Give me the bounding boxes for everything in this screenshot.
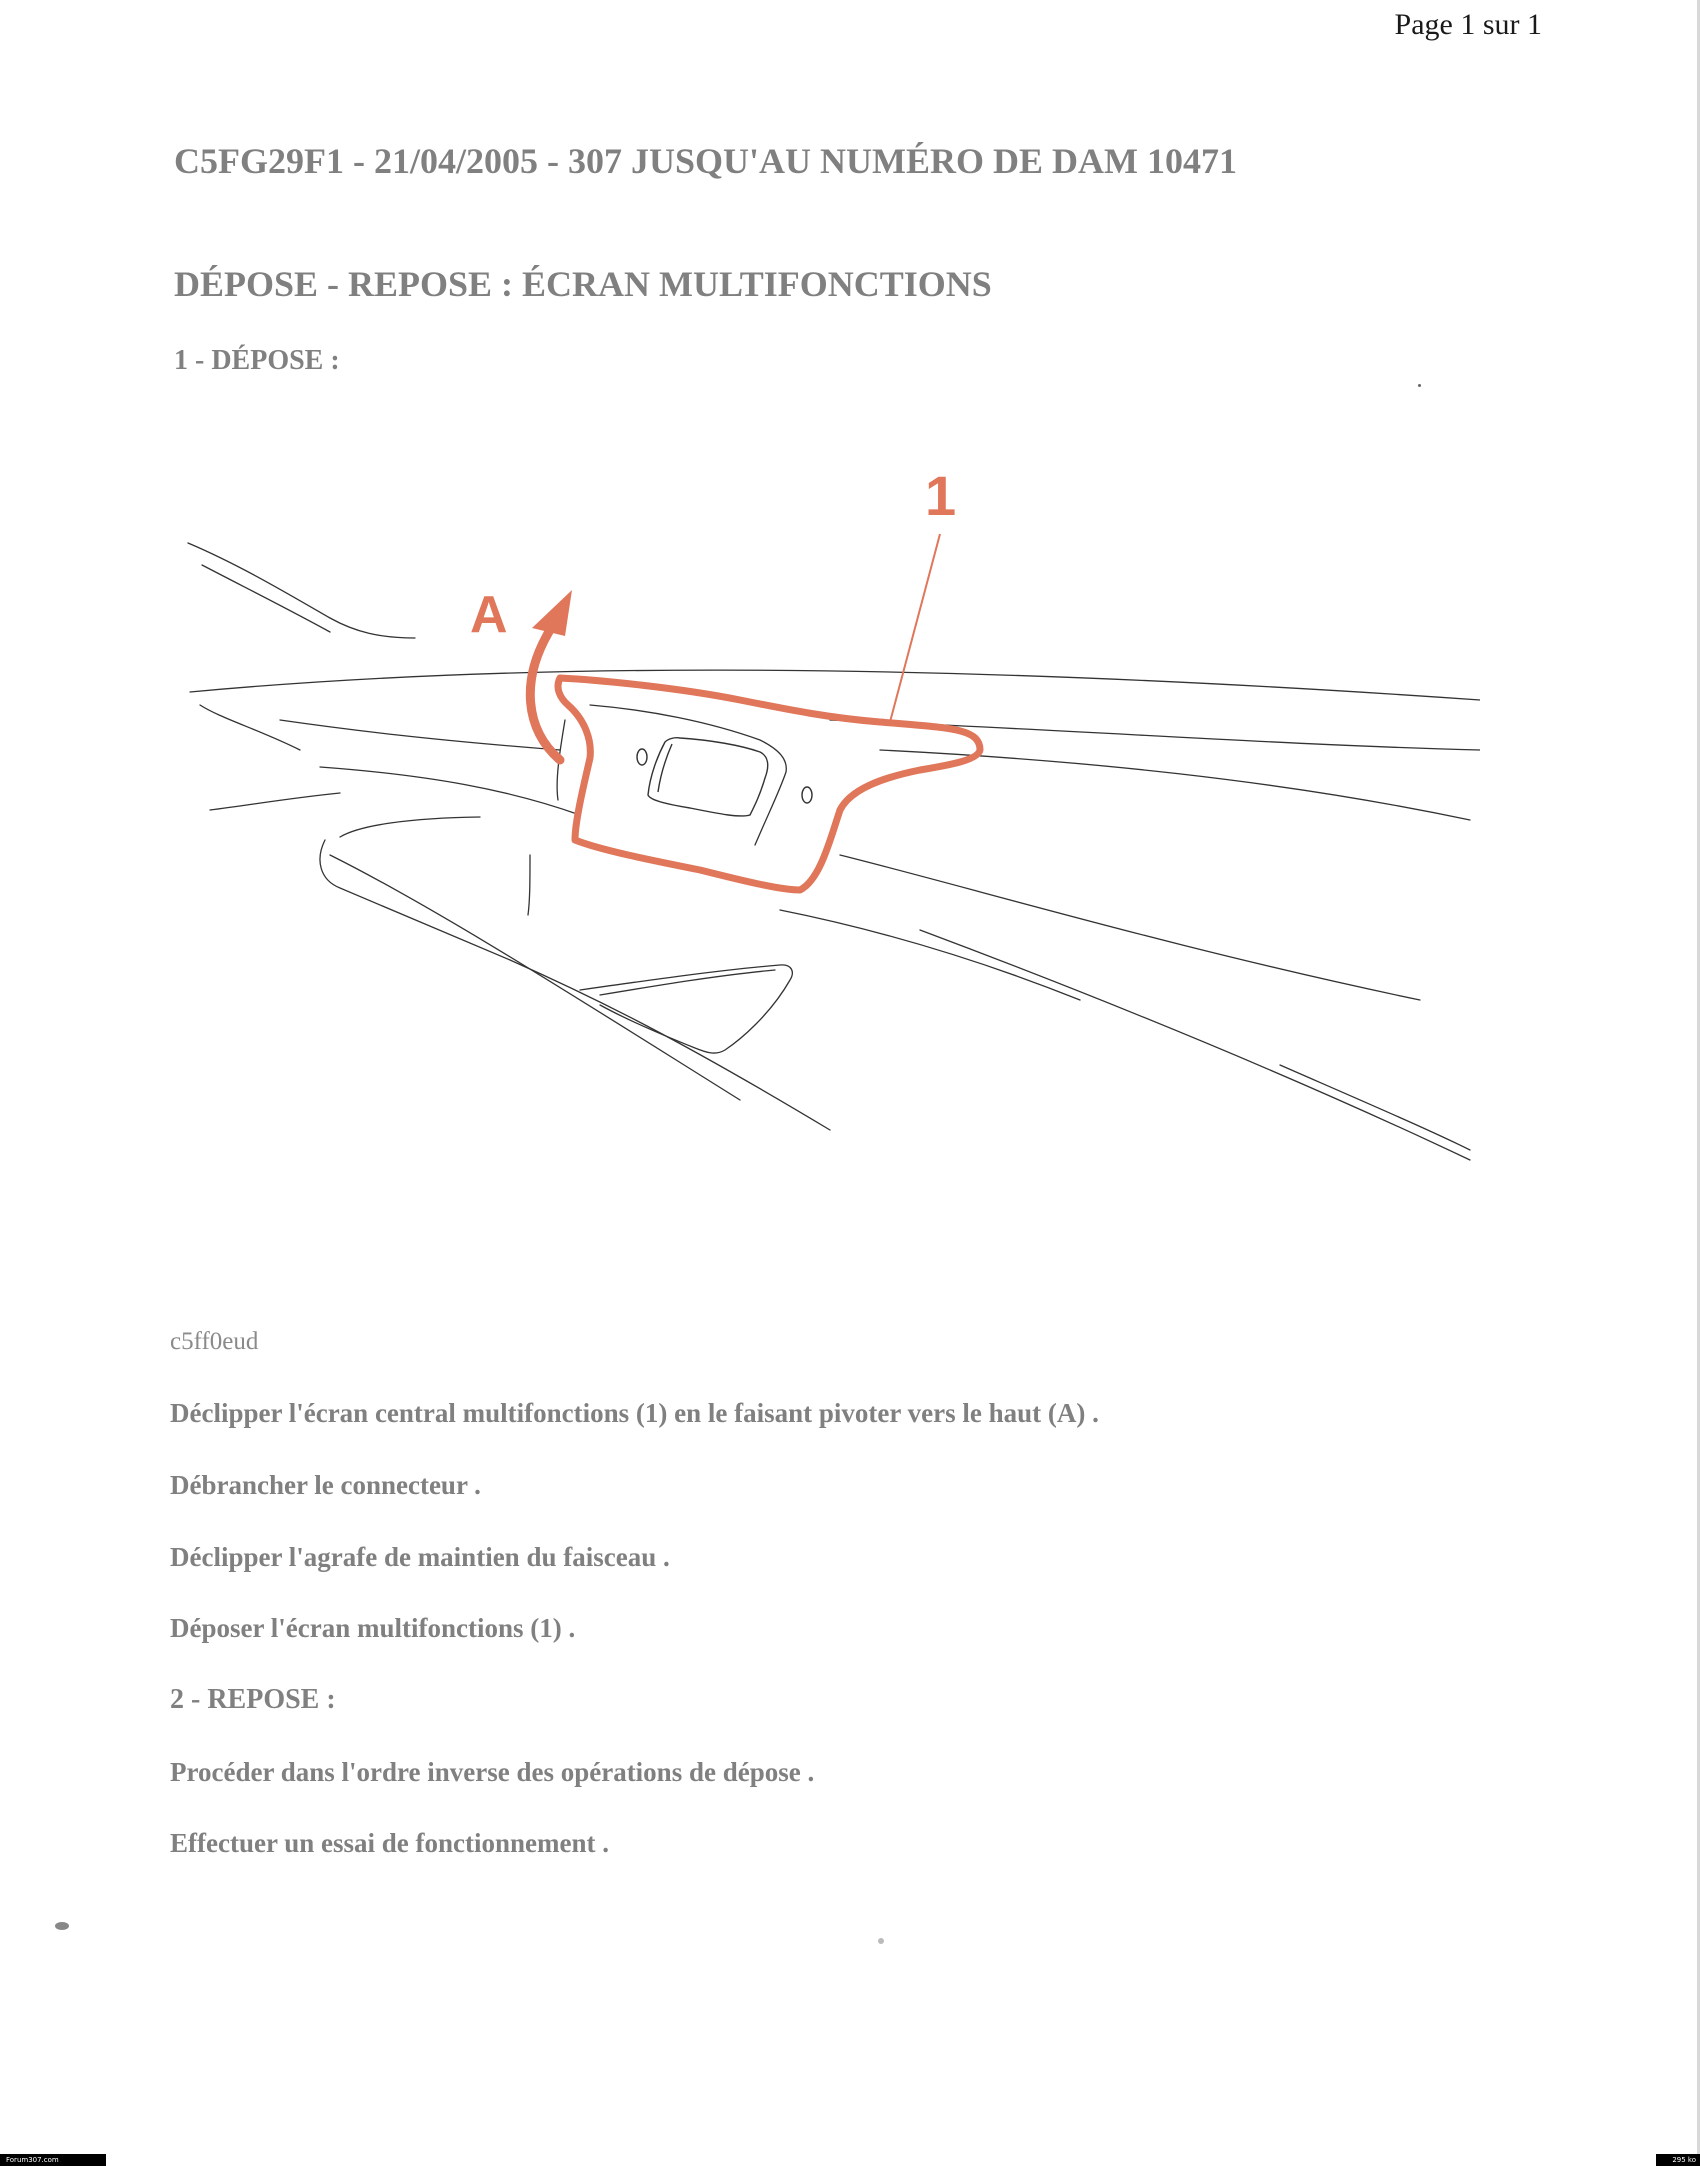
callout-label-1: 1	[925, 464, 957, 527]
page-number: Page 1 sur 1	[1394, 8, 1542, 41]
removal-step: Déclipper l'agrafe de maintien du faisceau .	[170, 1542, 670, 1572]
callout-leader-line	[890, 534, 940, 722]
screen-display	[637, 738, 812, 816]
scan-speck	[55, 1922, 69, 1930]
highlighted-screen-outline	[558, 678, 980, 890]
pivot-arrow-head	[532, 590, 572, 636]
dashboard-outline	[188, 543, 1480, 1160]
footer-source: Forum307.com	[0, 2154, 106, 2166]
footer-size: 295 ko	[1656, 2154, 1700, 2166]
refit-heading: 2 - REPOSE :	[170, 1684, 336, 1715]
removal-heading: 1 - DÉPOSE :	[174, 345, 340, 376]
refit-step: Effectuer un essai de fonctionnement .	[170, 1828, 609, 1858]
dashboard-line-drawing	[180, 460, 1480, 1190]
scan-speck	[1418, 384, 1421, 387]
document-title: C5FG29F1 - 21/04/2005 - 307 JUSQU'AU NUMÉRO DE DAM 10471	[174, 141, 1237, 181]
refit-step: Procéder dans l'ordre inverse des opérations de dépose .	[170, 1757, 815, 1787]
removal-step: Débrancher le connecteur .	[170, 1470, 481, 1500]
scan-speck	[878, 1938, 884, 1944]
pivot-arrow	[530, 630, 560, 760]
section-title: DÉPOSE - REPOSE : ÉCRAN MULTIFONCTIONS	[174, 264, 992, 304]
arrow-label-a: A	[470, 586, 508, 644]
removal-step: Déclipper l'écran central multifonctions (1) en le faisant pivoter vers le haut (A) .	[170, 1398, 1099, 1428]
removal-step: Déposer l'écran multifonctions (1) .	[170, 1613, 576, 1643]
dashboard-illustration	[180, 460, 1480, 1190]
figure-caption: c5ff0eud	[170, 1328, 259, 1355]
